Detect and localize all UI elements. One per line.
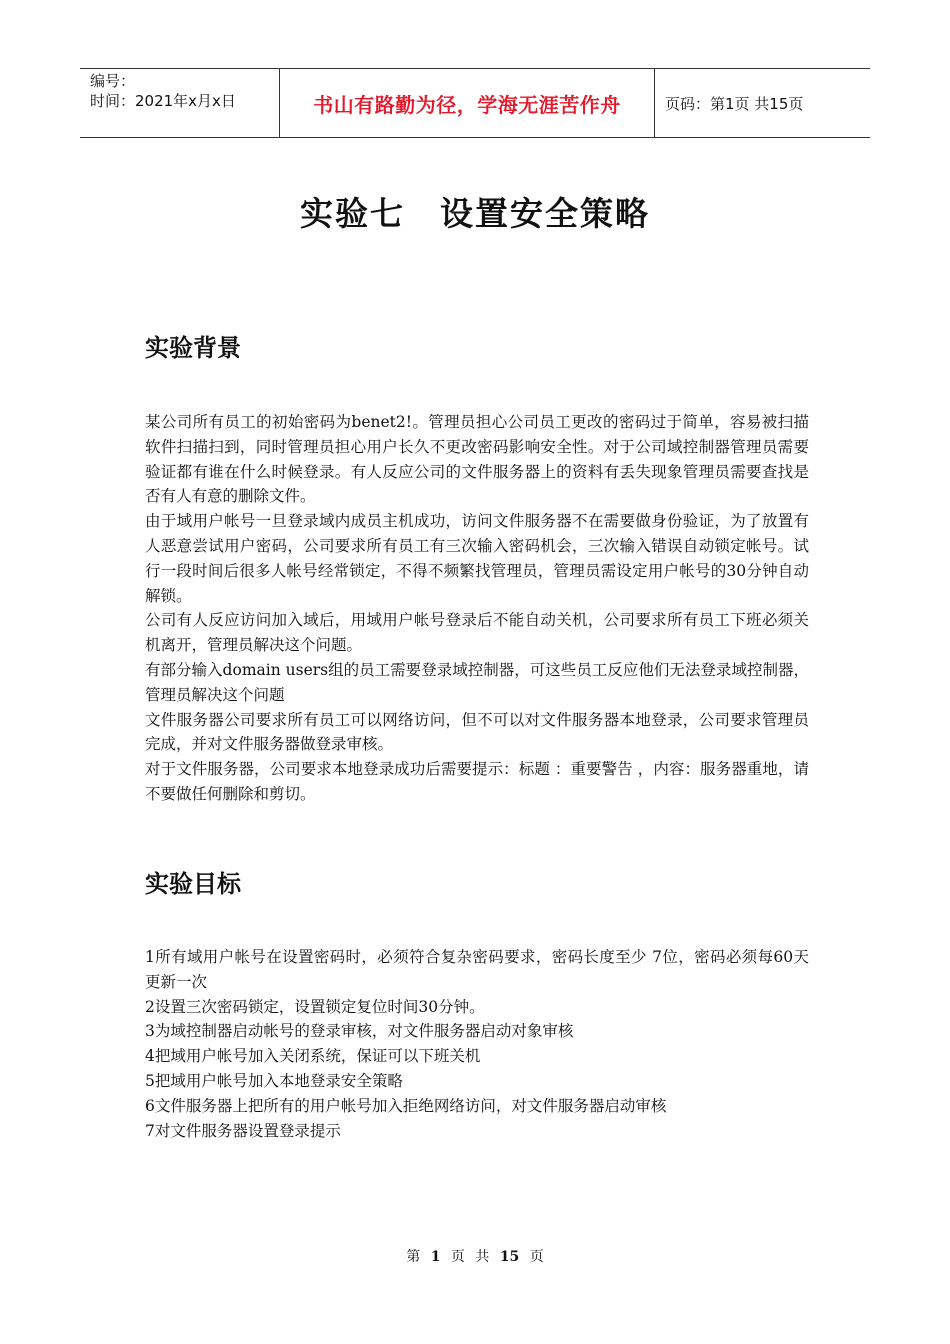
footer-prefix: 第 xyxy=(406,1249,421,1265)
list-item: 4把域用户帐号加入关闭系统，保证可以下班关机 xyxy=(145,1047,481,1066)
list-item: 7对文件服务器设置登录提示 xyxy=(145,1121,341,1140)
header-number-label: 编号： xyxy=(90,72,136,90)
page-footer xyxy=(0,1246,950,1266)
footer-suffix: 页 xyxy=(529,1249,544,1265)
list-item: 2设置三次密码锁定，设置锁定复位时间30分钟。 xyxy=(145,997,485,1016)
paragraph: 公司有人反应访问加入域后，用域用户帐号登录后不能自动关机，公司要求所有员工下班必须关机离开，管理员解决这个问题。 xyxy=(145,611,809,655)
list-item: 6文件服务器上把所有的用户帐号加入拒绝网络访问，对文件服务器启动审核 xyxy=(145,1096,667,1115)
paragraph: 由于域用户帐号一旦登录域内成员主机成功，访问文件服务器不在需要做身份验证，为了放置有人恶意尝试用户密码，公司要求所有员工有三次输入密码机会，三次输入错误自动锁定帐号。试行一段时间后很多人帐号经常锁定，不得不频繁找管理员，管理员需设定用户帐号的30分钟自动解锁。 xyxy=(145,512,809,605)
header-time-label: 时间：2021年x月x日 xyxy=(90,92,236,110)
header-motto: 书山有路勤为径，学海无涯苦作舟 xyxy=(280,69,655,137)
section-heading-background: 实验背景 xyxy=(145,334,241,362)
paragraph: 文件服务器公司要求所有员工可以网络访问，但不可以对文件服务器本地登录，公司要求管理员完成，并对文件服务器做登录审核。 xyxy=(145,710,809,754)
section-body-goals xyxy=(145,945,809,1143)
header-page-info: 页码：第1页 共15页 xyxy=(665,94,804,113)
footer-page-number: 1 xyxy=(430,1249,441,1265)
list-item: 1所有域用户帐号在设置密码时，必须符合复杂密码要求，密码长度至少 7位，密码必须每60天更新一次 xyxy=(145,948,809,991)
paragraph: 对于文件服务器，公司要求本地登录成功后需要提示：标题 ：重要警告 ，内容：服务器重地，请不要做任何删除和剪切。 xyxy=(145,760,809,803)
document-title: 实验七 设置安全策略 xyxy=(300,194,650,233)
paragraph: 某公司所有员工的初始密码为benet2!。管理员担心公司员工更改的密码过于简单，容易被扫描软件扫描扫到，同时管理员担心用户长久不更改密码影响安全性。对于公司域控制器管理员需要验证都有谁在什么时候登录。有人反应公司的文件服务器上的资料有丢失现象管理员需要查找是否有人有意的删除文件。 xyxy=(145,413,809,506)
section-heading-goals: 实验目标 xyxy=(145,870,241,898)
footer-middle: 页 共 xyxy=(450,1249,490,1265)
list-item: 5把域用户帐号加入本地登录安全策略 xyxy=(145,1071,403,1090)
footer-total-pages: 15 xyxy=(499,1249,520,1265)
page-header xyxy=(80,68,870,138)
header-meta xyxy=(80,69,280,137)
paragraph: 有部分输入domain users组的员工需要登录域控制器，可这些员工反应他们无法登录域控制器，管理员解决这个问题 xyxy=(145,660,809,704)
list-item: 3为域控制器启动帐号的登录审核，对文件服务器启动对象审核 xyxy=(145,1022,574,1041)
section-body-background xyxy=(145,410,809,807)
